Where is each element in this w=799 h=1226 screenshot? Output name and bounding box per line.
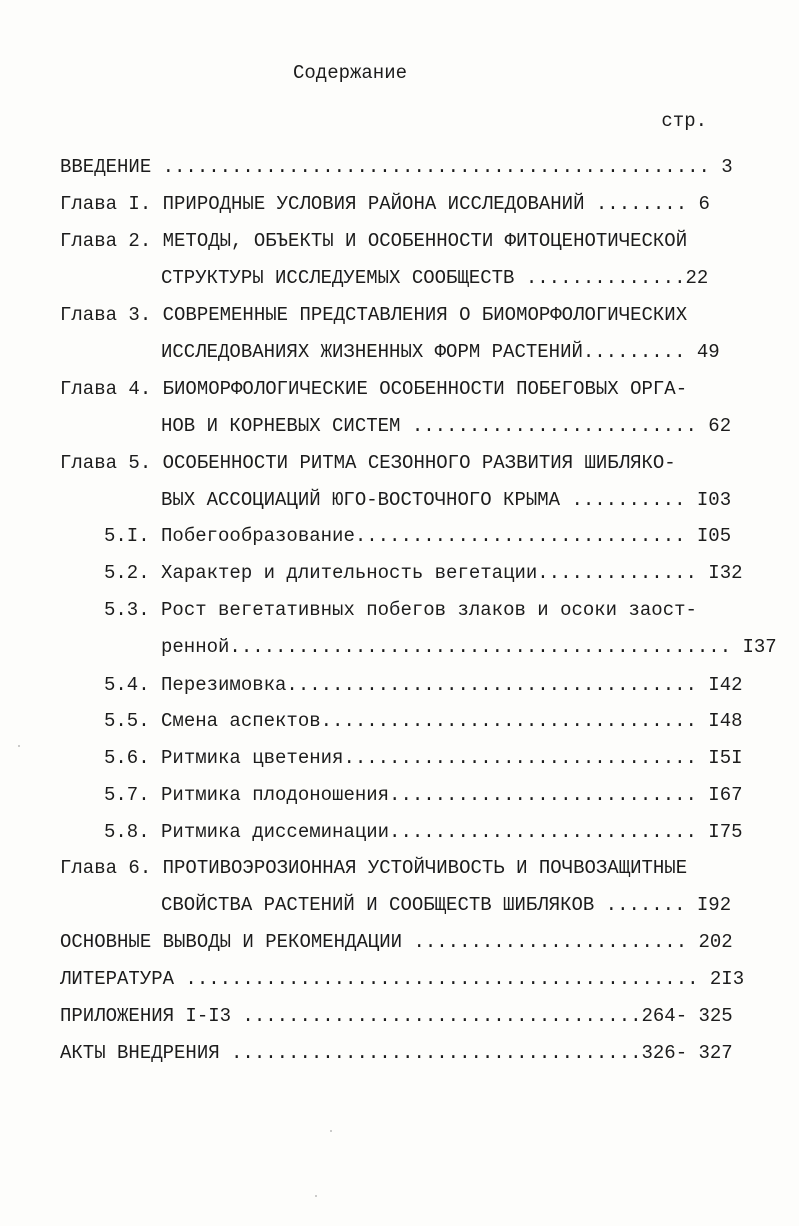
toc-entry-chapter-6: Глава 6. ПРОТИВОЭРОЗИОННАЯ УСТОЙЧИВОСТЬ И ПОЧВОЗАЩИТНЫЕ — [60, 857, 688, 879]
toc-entry-conclusions: ОСНОВНЫЕ ВЫВОДЫ И РЕКОМЕНДАЦИИ ........................ 202 — [60, 931, 733, 953]
toc-entry-chapter-2-cont: СТРУКТУРЫ ИССЛЕДУЕМЫХ СООБЩЕСТВ ..............22 — [161, 267, 709, 289]
page-title: Содержание — [292, 62, 408, 84]
toc-entry-chapter-4-cont: НОВ И КОРНЕВЫХ СИСТЕМ ......................... 62 — [161, 415, 732, 437]
toc-entry-section-5-5: 5.5. Смена аспектов................................. I48 — [104, 710, 743, 732]
toc-entry-section-5-3: 5.3. Рост вегетативных побегов злаков и осоки заост- — [104, 599, 697, 621]
toc-entry-section-5-6: 5.6. Ритмика цветения............................... I5I — [104, 747, 743, 769]
toc-entry-chapter-3-cont: ИССЛЕДОВАНИЯХ ЖИЗНЕННЫХ ФОРМ РАСТЕНИЙ......... 49 — [161, 341, 720, 363]
scan-speck — [315, 1195, 317, 1197]
toc-entry-chapter-6-cont: СВОЙСТВА РАСТЕНИЙ И СООБЩЕСТВ ШИБЛЯКОВ ....... I92 — [161, 894, 732, 916]
page-column-label: стр. — [661, 110, 707, 132]
toc-entry-chapter-4: Глава 4. БИОМОРФОЛОГИЧЕСКИЕ ОСОБЕННОСТИ ПОБЕГОВЫХ ОРГА- — [60, 378, 688, 400]
scan-speck — [330, 1130, 332, 1132]
toc-entry-literature: ЛИТЕРАТУРА ............................................. 2I3 — [60, 968, 745, 990]
toc-entry-appendices: ПРИЛОЖЕНИЯ I-I3 ...................................264- 325 — [60, 1005, 733, 1027]
toc-entry-section-5-8: 5.8. Ритмика диссеминации........................... I75 — [104, 821, 743, 843]
toc-entry-chapter-5: Глава 5. ОСОБЕННОСТИ РИТМА СЕЗОННОГО РАЗВИТИЯ ШИБЛЯКО- — [60, 452, 676, 474]
toc-entry-section-5-4: 5.4. Перезимовка.................................... I42 — [104, 674, 743, 696]
scan-speck — [18, 745, 20, 747]
toc-entry-chapter-5-cont: ВЫХ АССОЦИАЦИЙ ЮГО-ВОСТОЧНОГО КРЫМА .......... I03 — [161, 489, 732, 511]
toc-entry-section-5-7: 5.7. Ритмика плодоношения........................... I67 — [104, 784, 743, 806]
toc-entry-implementation-acts: АКТЫ ВНЕДРЕНИЯ ....................................326- 327 — [60, 1042, 733, 1064]
toc-entry-chapter-3: Глава 3. СОВРЕМЕННЫЕ ПРЕДСТАВЛЕНИЯ О БИОМОРФОЛОГИЧЕСКИХ — [60, 304, 688, 326]
toc-entry-section-5-2: 5.2. Характер и длительность вегетации.............. I32 — [104, 562, 743, 584]
toc-entry-intro: ВВЕДЕНИЕ ................................................ 3 — [60, 156, 733, 178]
toc-entry-chapter-2: Глава 2. МЕТОДЫ, ОБЪЕКТЫ И ОСОБЕННОСТИ ФИТОЦЕНОТИЧЕСКОЙ — [60, 230, 688, 252]
toc-entry-section-5-1: 5.I. Побегообразование............................. I05 — [104, 525, 732, 547]
toc-entry-chapter-1: Глава I. ПРИРОДНЫЕ УСЛОВИЯ РАЙОНА ИССЛЕДОВАНИЙ ........ 6 — [60, 193, 710, 215]
toc-entry-section-5-3-cont: ренной............................................ I37 — [161, 636, 777, 658]
